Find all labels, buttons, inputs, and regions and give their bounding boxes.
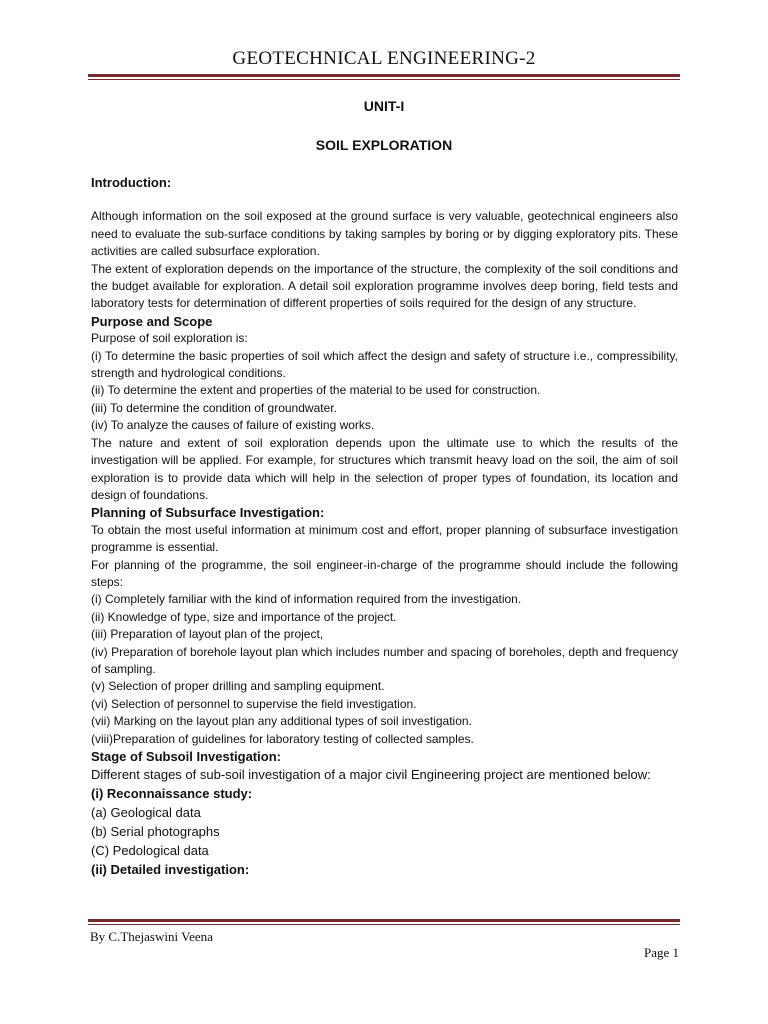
- recon-item: (b) Serial photographs: [91, 824, 220, 840]
- purpose-paragraph: The nature and extent of soil exploration depends upon the ultimate use to which the results of the investigation will be applied. For example, for structures which transmit heavy load on the soil, the aim of soil exploration is to provide data which will help in the selection of proper types of foundation, its location and design of foundations.: [91, 435, 678, 502]
- purpose-heading: Purpose and Scope: [91, 313, 213, 329]
- purpose-item: (iv) To analyze the causes of failure of existing works.: [91, 418, 375, 433]
- intro-paragraph-1: Although information on the soil exposed at the ground surface is very valuable, geotechnical engineers also need to evaluate the sub-surface conditions by taking samples by boring or by digging exploratory pits. These activities are called subsurface exploration.: [91, 209, 678, 259]
- planning-heading: Planning of Subsurface Investigation:: [91, 505, 325, 521]
- planning-item: (iv) Preparation of borehole layout plan which includes number and spacing of boreholes, depth and frequency of sampling.: [91, 644, 678, 676]
- document-body: [91, 174, 678, 879]
- planning-item: (vi) Selection of personnel to supervise the field investigation.: [91, 696, 417, 711]
- recon-item: (a) Geological data: [91, 805, 201, 821]
- planning-item: (viii)Preparation of guidelines for laboratory testing of collected samples.: [91, 731, 474, 746]
- planning-paragraph-2: For planning of the programme, the soil engineer-in-charge of the programme should include the following steps:: [91, 557, 678, 589]
- recon-heading: (i) Reconnaissance study:: [91, 786, 253, 802]
- planning-paragraph-1: To obtain the most useful information at minimum cost and effort, proper planning of subsurface investigation programme is essential.: [91, 522, 678, 555]
- purpose-item: (ii) To determine the extent and properties of the material to be used for construction.: [91, 383, 541, 398]
- detailed-heading: (ii) Detailed investigation:: [91, 862, 250, 878]
- intro-paragraph-2: The extent of exploration depends on the importance of the structure, the complexity of the soil conditions and the budget available for exploration. A detail soil exploration programme involves deep boring, field tests and laboratory tests for determination of different properties of soils required for the design of any structure.: [91, 261, 678, 311]
- recon-item: (C) Pedological data: [91, 843, 209, 859]
- purpose-item: (i) To determine the basic properties of soil which affect the design and safety of structure i.e., compressibility, strength and hydrological conditions.: [91, 348, 678, 381]
- planning-item: (i) Completely familiar with the kind of information required from the investigation.: [91, 592, 522, 607]
- footer-rule: [88, 919, 680, 925]
- chapter-title: SOIL EXPLORATION: [315, 137, 453, 153]
- stage-heading: Stage of Subsoil Investigation:: [91, 749, 281, 764]
- footer-author: By C.Thejaswini Veena: [90, 929, 213, 944]
- planning-item: (iii) Preparation of layout plan of the project,: [91, 627, 324, 642]
- header-rule: [88, 74, 680, 80]
- intro-heading: Introduction:: [91, 175, 172, 190]
- stage-paragraph: Different stages of sub-soil investigation of a major civil Engineering project are mentioned below:: [91, 767, 651, 783]
- planning-item: (v) Selection of proper drilling and sampling equipment.: [91, 679, 385, 694]
- planning-item: (ii) Knowledge of type, size and importance of the project.: [91, 609, 397, 624]
- unit-title: UNIT-I: [363, 98, 405, 114]
- page-number: Page 1: [643, 945, 679, 960]
- planning-item: (vii) Marking on the layout plan any additional types of soil investigation.: [91, 714, 472, 729]
- spacer: [91, 191, 678, 208]
- purpose-intro: Purpose of soil exploration is:: [91, 331, 248, 346]
- running-header-title: GEOTECHNICAL ENGINEERING-2: [232, 48, 536, 69]
- purpose-item: (iii) To determine the condition of groundwater.: [91, 400, 337, 415]
